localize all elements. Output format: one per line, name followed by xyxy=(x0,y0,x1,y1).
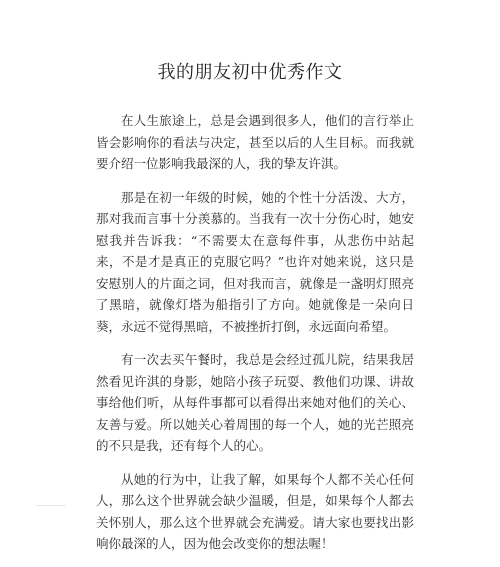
paragraph-3: 有一次去买午餐时，我总是会经过孤儿院，结果我居然看见许淇的身影，她陪小孩子玩耍、教他们功课、讲故事给他们听，从每件事都可以看得出来她对他们的关心、友善与爱。所以她关心着周围的每一个人，她的光芒照亮的不只是我，还有每个人的心。 xyxy=(96,352,414,453)
page-title: 我的朋友初中优秀作文 xyxy=(157,62,343,83)
essay-body xyxy=(96,110,414,567)
paragraph-1: 在人生旅途上，总是会遇到很多人，他们的言行举止皆会影响你的看法与决定，甚至以后的人生目标。而我就要介绍一位影响我最深的人，我的挚友许淇。 xyxy=(96,113,414,171)
paragraph-4: 从她的行为中，让我了解，如果每个人都不关心任何人，那么这个世界就会缺少温暖，但是，如果每个人都去关怀别人，那么这个世界就会充满爱。请大家也要找出影响你最深的人，因为他会改变你的想法喔！ xyxy=(96,471,414,551)
page-divider xyxy=(36,505,66,506)
paragraph-2: 那是在初一年级的时候，她的个性十分活泼、大方，那对我而言事十分羡慕的。当我有一次十分伤心时，她安慰我并告诉我：“不需要太在意每件事，从悲伤中站起来，不是才是真正的克服它吗？”也许对她来说，这只是安慰别人的片面之词，但对我而言，就像是一盏明灯照亮了黑暗，就像灯塔为船指引了方向。她就像是一朵向日葵，永远不觉得黑暗，不被挫折打倒，永远面向希望。 xyxy=(96,189,414,334)
